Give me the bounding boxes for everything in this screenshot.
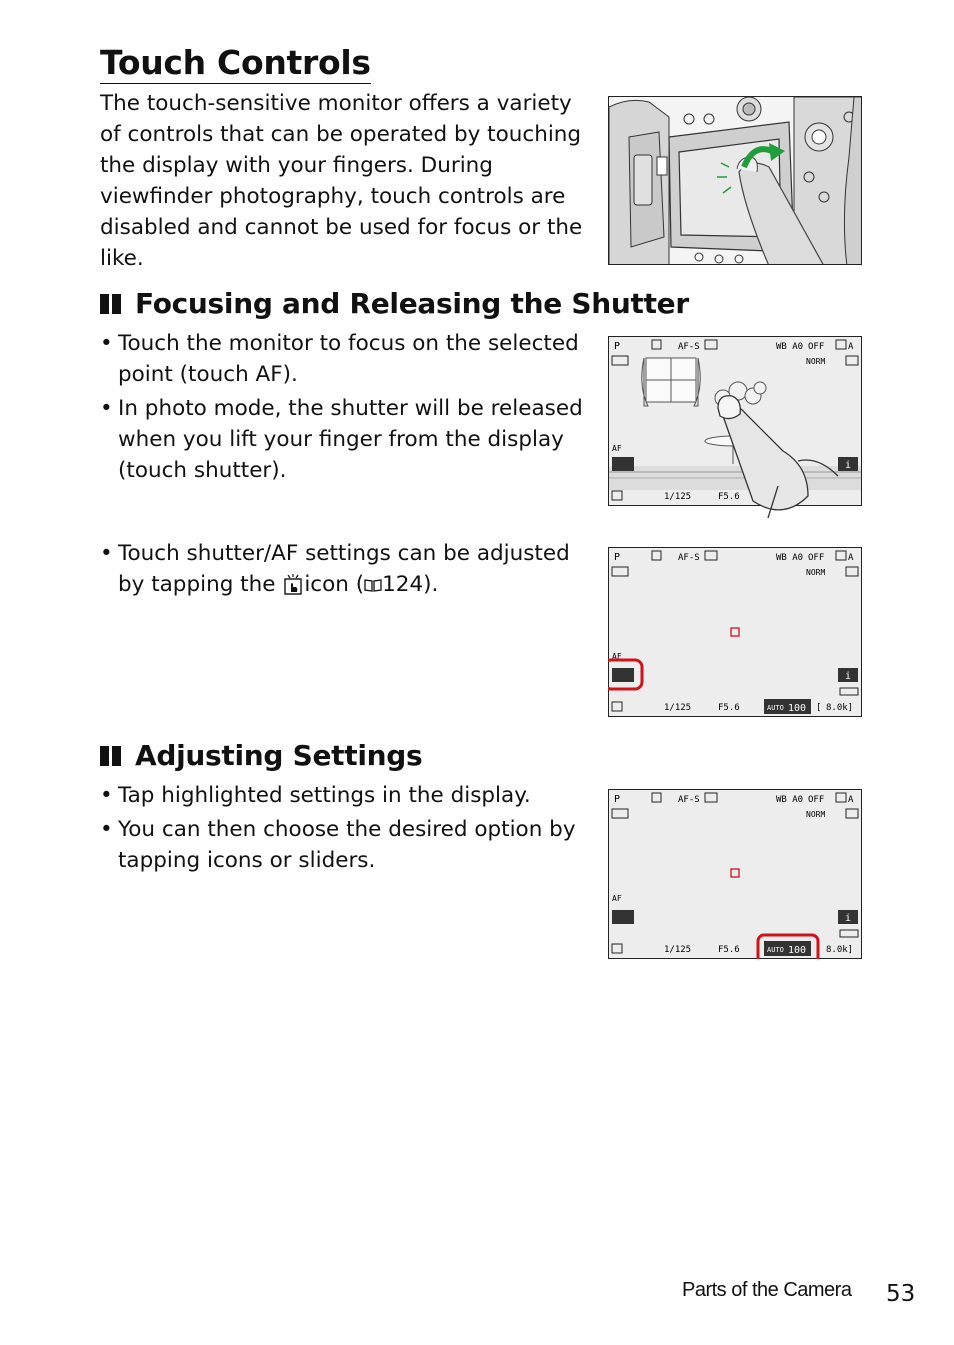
svg-text:AF-S: AF-S — [678, 795, 700, 805]
svg-text:8.0k]: 8.0k] — [826, 703, 854, 713]
page-title: Touch Controls — [100, 43, 371, 82]
svg-text:1/125: 1/125 — [664, 492, 692, 502]
camera-touch-illustration — [608, 96, 862, 265]
svg-text:AF-S: AF-S — [678, 553, 700, 563]
book-icon — [364, 570, 382, 584]
svg-text:OFF: OFF — [808, 342, 825, 352]
svg-text:NORM: NORM — [806, 568, 826, 577]
svg-text:[: [ — [816, 703, 822, 713]
svg-text:NORM: NORM — [806, 357, 826, 366]
section-heading-adjusting: Adjusting Settings — [100, 739, 422, 773]
svg-text:A: A — [848, 342, 854, 352]
svg-text:8.0k]: 8.0k] — [826, 945, 854, 955]
svg-text:AF-S: AF-S — [678, 342, 700, 352]
list-item: • Tap highlighted settings in the display. — [100, 780, 585, 811]
svg-text:100: 100 — [788, 703, 807, 714]
page-reference-link[interactable]: 124). — [382, 572, 439, 597]
svg-text:F5.6: F5.6 — [718, 703, 740, 713]
list-item: • In photo mode, the shutter will be released when you lift your finger from the display (touch shutter). — [100, 393, 585, 486]
svg-text:OFF: OFF — [808, 795, 825, 805]
svg-text:WB A0: WB A0 — [776, 795, 804, 805]
svg-text:AUTO: AUTO — [767, 946, 784, 954]
svg-text:WB A0: WB A0 — [776, 553, 804, 563]
section-heading-focusing: Focusing and Releasing the Shutter — [100, 287, 689, 321]
svg-text:AUTO: AUTO — [767, 704, 784, 712]
svg-text:i: i — [845, 671, 852, 682]
section-marker-icon — [100, 746, 121, 766]
monitor-touch-icon-illustration — [608, 547, 862, 717]
svg-text:NORM: NORM — [806, 810, 826, 819]
svg-text:1/125: 1/125 — [664, 703, 692, 713]
monitor-adjust-settings-illustration — [608, 789, 862, 959]
svg-text:i: i — [845, 460, 852, 471]
svg-text:A: A — [848, 795, 854, 805]
touch-shutter-icon — [284, 573, 302, 595]
svg-text:AF: AF — [612, 444, 622, 453]
svg-text:AF: AF — [612, 652, 622, 661]
mode-readout: P — [614, 341, 621, 352]
svg-text:P: P — [614, 794, 621, 805]
svg-text:i: i — [845, 913, 852, 924]
svg-text:F5.6: F5.6 — [718, 945, 740, 955]
svg-text:OFF: OFF — [808, 553, 825, 563]
intro-paragraph: The touch-sensitive monitor offers a variety of controls that can be operated by touching the display with your fingers. During viewfinder photography, touch controls are disabled and cannot be used for focus or the like. — [100, 91, 583, 271]
svg-text:F5.6: F5.6 — [718, 492, 740, 502]
svg-text:100: 100 — [788, 945, 807, 956]
svg-text:1/125: 1/125 — [664, 945, 692, 955]
touch-settings-bullet-list — [100, 538, 585, 603]
section-marker-icon — [100, 294, 121, 314]
svg-text:AF: AF — [612, 894, 622, 903]
focusing-bullet-list — [100, 328, 585, 489]
svg-text:A: A — [848, 553, 854, 563]
list-item: • Touch shutter/AF settings can be adjusted by tapping the icon ( 124). — [100, 538, 585, 600]
adjusting-bullet-list — [100, 780, 585, 879]
svg-text:WB A0: WB A0 — [776, 342, 804, 352]
monitor-touch-af-illustration — [608, 336, 862, 506]
list-item: • Touch the monitor to focus on the selected point (touch AF). — [100, 328, 585, 390]
page-number: 53 — [886, 1281, 916, 1307]
footer-section-label: Parts of the Camera — [682, 1279, 852, 1301]
svg-text:P: P — [614, 552, 621, 563]
list-item: • You can then choose the desired option by tapping icons or sliders. — [100, 814, 585, 876]
